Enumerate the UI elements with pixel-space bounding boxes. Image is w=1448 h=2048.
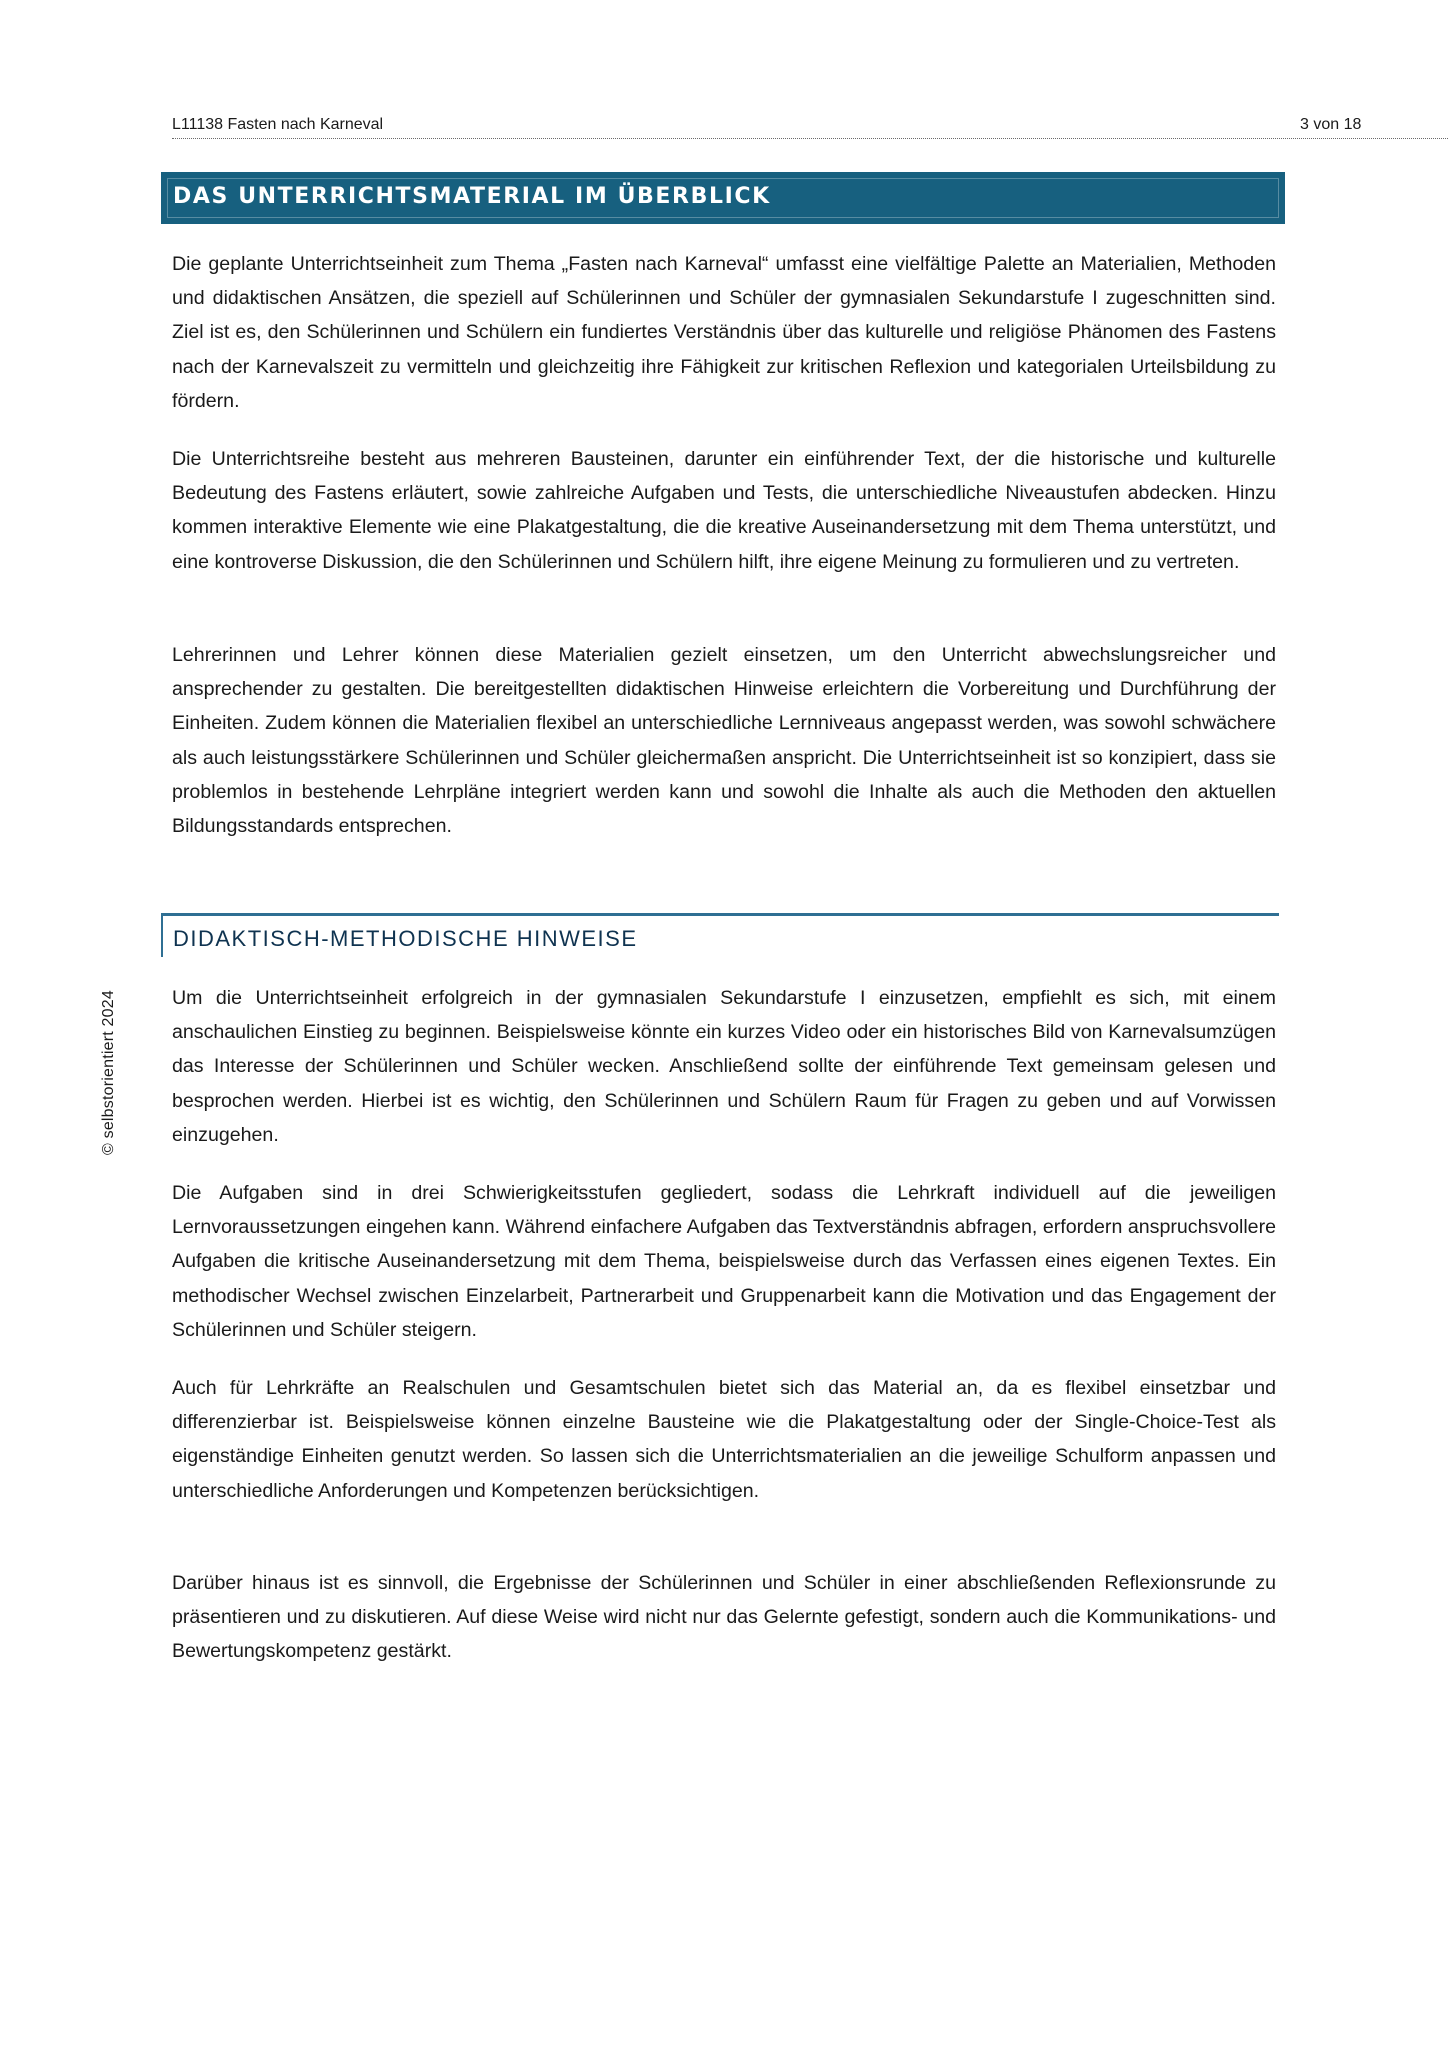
- paragraph: Um die Unterrichtseinheit erfolgreich in der gymnasialen Sekundarstufe I einzusetzen, empfiehlt es sich, mit einem anschaulichen Einstieg zu beginnen. Beispielsweise könnte ein kurzes Video oder ein historisches Bild von Karnevalsumzügen das Interesse der Schülerinnen und Schüler wecken. Anschließend sollte der einführende Text gemeinsam gelesen und besprochen werden. Hierbei ist es wichtig, den Schülerinnen und Schülern Raum für Fragen zu geben und auf Vorwissen einzugehen.: [172, 987, 1276, 1146]
- page-number: 3 von 18: [1300, 116, 1362, 133]
- page-header: [172, 114, 1448, 139]
- section-heading-overview-text: DAS UNTERRICHTSMATERIAL IM ÜBERBLICK: [173, 184, 771, 209]
- section-heading-didactics-text: DIDAKTISCH-METHODISCHE HINWEISE: [173, 926, 638, 951]
- paragraph: Die Aufgaben sind in drei Schwierigkeitsstufen gegliedert, sodass die Lehrkraft individuell auf die jeweiligen Lernvoraussetzungen eingehen kann. Während einfachere Aufgaben das Textverständnis abfragen, erfordern anspruchsvollere Aufgaben die kritische Auseinandersetzung mit dem Thema, beispielsweise durch das Verfassen eines eigenen Textes. Ein methodischer Wechsel zwischen Einzelarbeit, Partnerarbeit und Gruppenarbeit kann die Motivation und das Engagement der Schülerinnen und Schüler steigern.: [172, 1182, 1276, 1341]
- paragraph: Lehrerinnen und Lehrer können diese Materialien gezielt einsetzen, um den Unterricht abwechslungsreicher und ansprechender zu gestalten. Die bereitgestellten didaktischen Hinweise erleichtern die Vorbereitung und Durchführung der Einheiten. Zudem können die Materialien flexibel an unterschiedliche Lernniveaus angepasst werden, was sowohl schwächere als auch leistungsstärkere Schülerinnen und Schüler gleichermaßen anspricht. Die Unterrichtseinheit ist so konzipiert, dass sie problemlos in bestehende Lehrpläne integriert werden kann und sowohl die Inhalte als auch die Methoden den aktuellen Bildungsstandards entsprechen.: [172, 644, 1276, 838]
- document-title: L11138 Fasten nach Karneval: [172, 116, 384, 133]
- paragraph: Die geplante Unterrichtseinheit zum Thema „Fasten nach Karneval“ umfasst eine vielfältige Palette an Materialien, Methoden und didaktischen Ansätzen, die speziell auf Schülerinnen und Schüler der gymnasialen Sekundarstufe I zugeschnitten sind. Ziel ist es, den Schülerinnen und Schülern ein fundiertes Verständnis über das kulturelle und religiöse Phänomen des Fastens nach der Karnevalszeit zu vermitteln und gleichzeitig ihre Fähigkeit zur kritischen Reflexion und kategorialen Urteilsbildung zu fördern.: [172, 253, 1276, 412]
- section-heading-overview: [161, 172, 1285, 224]
- copyright-note: © selbstorientiert 2024: [100, 990, 117, 1155]
- paragraph: Darüber hinaus ist es sinnvoll, die Ergebnisse der Schülerinnen und Schüler in einer abschließenden Reflexionsrunde zu präsentieren und zu diskutieren. Auf diese Weise wird nicht nur das Gelernte gefestigt, sondern auch die Kommunikations- und Bewertungskompetenz gestärkt.: [172, 1572, 1276, 1663]
- paragraph: Auch für Lehrkräfte an Realschulen und Gesamtschulen bietet sich das Material an, da es flexibel einsetzbar und differenzierbar ist. Beispielsweise können einzelne Bausteine wie die Plakatgestaltung oder der Single-Choice-Test als eigenständige Einheiten genutzt werden. So lassen sich die Unterrichtsmaterialien an die jeweilige Schulform anpassen und unterschiedliche Anforderungen und Kompetenzen berücksichtigen.: [172, 1377, 1276, 1502]
- paragraph: Die Unterrichtsreihe besteht aus mehreren Bausteinen, darunter ein einführender Text, der die historische und kulturelle Bedeutung des Fastens erläutert, sowie zahlreiche Aufgaben und Tests, die unterschiedliche Niveaustufen abdecken. Hinzu kommen interaktive Elemente wie eine Plakatgestaltung, die die kreative Auseinandersetzung mit dem Thema unterstützt, und eine kontroverse Diskussion, die den Schülerinnen und Schülern hilft, ihre eigene Meinung zu formulieren und zu vertreten.: [172, 448, 1276, 573]
- section-heading-didactics: [161, 913, 1279, 957]
